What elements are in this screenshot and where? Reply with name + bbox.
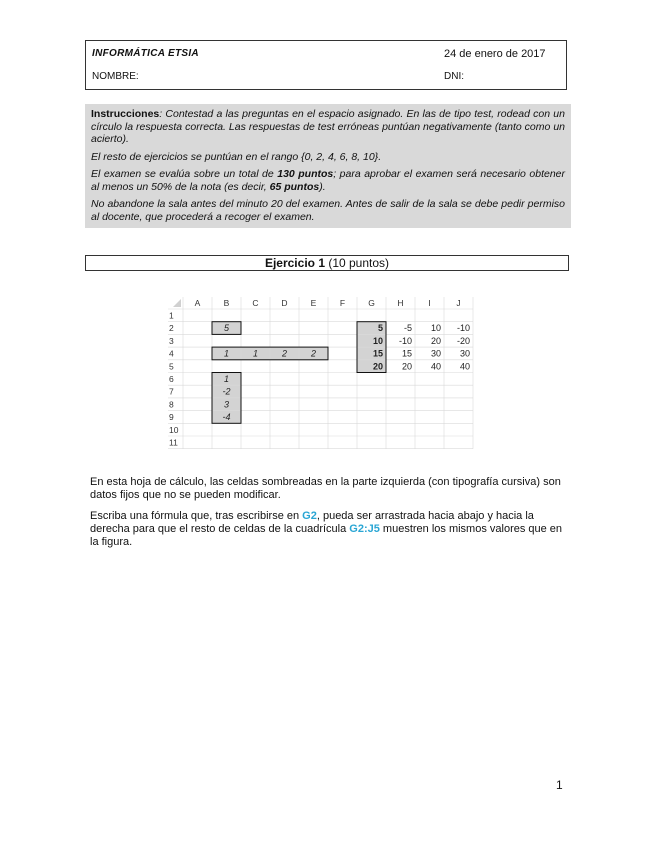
- header-row-2: [92, 67, 560, 87]
- fixed-value-b6: 1: [223, 374, 230, 384]
- body-p2-a: Escriba una fórmula que, tras escribirse en: [90, 510, 303, 522]
- spreadsheet-figure: [168, 297, 493, 453]
- range-ref-g2-j5: G2:J5: [349, 523, 380, 535]
- fixed-value-b8: 3: [223, 399, 230, 410]
- grid-value-h3: -10: [398, 335, 412, 346]
- page-number: 1: [556, 778, 563, 792]
- exercise-name: Ejercicio 1: [264, 256, 325, 270]
- instructions-p3-a: El examen se evalúa sobre un total de: [91, 168, 278, 180]
- body-paragraph-1: En esta hoja de cálculo, las celdas sombreadas en la parte izquierda (con tipografía cursiva) son datos fijos que no se pueden modificar.: [90, 476, 561, 501]
- instructions-p3-c: ; para aprobar el examen será necesario obtener al menos un 50% de la nota (es decir,: [91, 168, 565, 193]
- grid-value-i2: 10: [430, 323, 441, 334]
- name-label: NOMBRE:: [92, 71, 139, 82]
- pass-points: 65 puntos: [269, 180, 320, 193]
- grid-value-j4: 30: [459, 348, 470, 359]
- spreadsheet-svg: [168, 297, 493, 453]
- total-points: 130 puntos: [277, 168, 334, 180]
- exercise-title: [85, 255, 569, 271]
- instructions-p3: [91, 168, 565, 193]
- header-row-1: [92, 44, 560, 64]
- column-header-g: G: [368, 298, 375, 308]
- exam-date: 24 de enero de 2017: [444, 48, 546, 60]
- column-header-d: D: [281, 298, 288, 308]
- instructions-p1-text: : Contestad a las preguntas en el espacio asignado. En las de tipo test, rodead con un círculo la respuesta correcta. Las respuestas de test erróneas puntúan negativamente (tanto como un acierto).: [91, 108, 565, 145]
- instructions-p2: El resto de ejercicios se puntúan en el rango {0, 2, 4, 6, 8, 10}.: [91, 150, 382, 163]
- fixed-value-d4: 2: [281, 348, 288, 359]
- grid-value-g5: 20: [372, 361, 383, 372]
- grid-value-h4: 15: [401, 348, 412, 359]
- dni-label: DNI:: [444, 71, 464, 82]
- grid-value-i3: 20: [430, 335, 441, 346]
- grid-value-h5: 20: [401, 361, 412, 372]
- fixed-value-c4: 1: [252, 348, 259, 359]
- grid-value-h2: -5: [403, 323, 412, 334]
- column-header-j: J: [456, 298, 461, 308]
- column-header-a: A: [194, 298, 201, 308]
- row-header-3: 3: [169, 335, 174, 346]
- row-header-2: 2: [169, 323, 174, 334]
- body-p2-c: muestren los mismos valores que en la figura.: [90, 523, 563, 548]
- column-header-i: I: [428, 298, 431, 308]
- row-header-7: 7: [169, 386, 174, 397]
- fixed-value-b9: -4: [222, 412, 231, 423]
- row-header-6: 6: [169, 374, 174, 384]
- grid-value-g4: 15: [372, 348, 383, 359]
- row-header-1: 1: [169, 310, 174, 321]
- row-header-10: 10: [169, 424, 179, 435]
- row-header-5: 5: [169, 361, 174, 372]
- instructions-p1: [91, 108, 565, 146]
- select-all-corner: [173, 299, 181, 307]
- fixed-value-b7: -2: [222, 386, 231, 397]
- exercise-points: (10 puntos): [325, 256, 390, 270]
- grid-value-g2: 5: [377, 323, 383, 334]
- exam-header: [85, 40, 567, 90]
- fixed-value-e4: 2: [310, 348, 317, 359]
- grid-value-j3: -20: [456, 335, 470, 346]
- column-header-b: B: [223, 298, 230, 308]
- fixed-value-b2: 5: [223, 323, 230, 334]
- row-header-8: 8: [169, 399, 174, 410]
- column-header-c: C: [252, 298, 259, 308]
- grid-value-g3: 10: [372, 335, 383, 346]
- grid-value-j2: -10: [456, 323, 470, 334]
- column-header-e: E: [310, 298, 317, 308]
- row-header-4: 4: [169, 348, 174, 359]
- instructions-p4: No abandone la sala antes del minuto 20 del examen. Antes de salir de la sala se debe pedir permiso al docente, que procederá a recoger el examen.: [91, 198, 565, 223]
- column-header-f: F: [339, 298, 346, 308]
- column-header-h: H: [397, 298, 404, 308]
- cell-ref-g2: G2: [302, 510, 317, 522]
- instructions-box: [85, 104, 571, 228]
- body-paragraph-2: [90, 510, 567, 549]
- body-p2-b: , pueda ser arrastrada hacia abajo y hacia la derecha para que el resto de celdas de la cuadrícula: [90, 510, 534, 535]
- row-header-11: 11: [169, 437, 178, 448]
- instructions-lead: Instrucciones: [91, 108, 160, 120]
- course-name: INFORMÁTICA ETSIA: [92, 48, 199, 59]
- grid-value-i4: 30: [430, 348, 441, 359]
- fixed-value-b4: 1: [223, 348, 230, 359]
- instructions-p3-e: ).: [319, 180, 326, 193]
- row-header-9: 9: [169, 412, 174, 423]
- grid-value-j5: 40: [459, 361, 470, 372]
- grid-value-i5: 40: [430, 361, 441, 372]
